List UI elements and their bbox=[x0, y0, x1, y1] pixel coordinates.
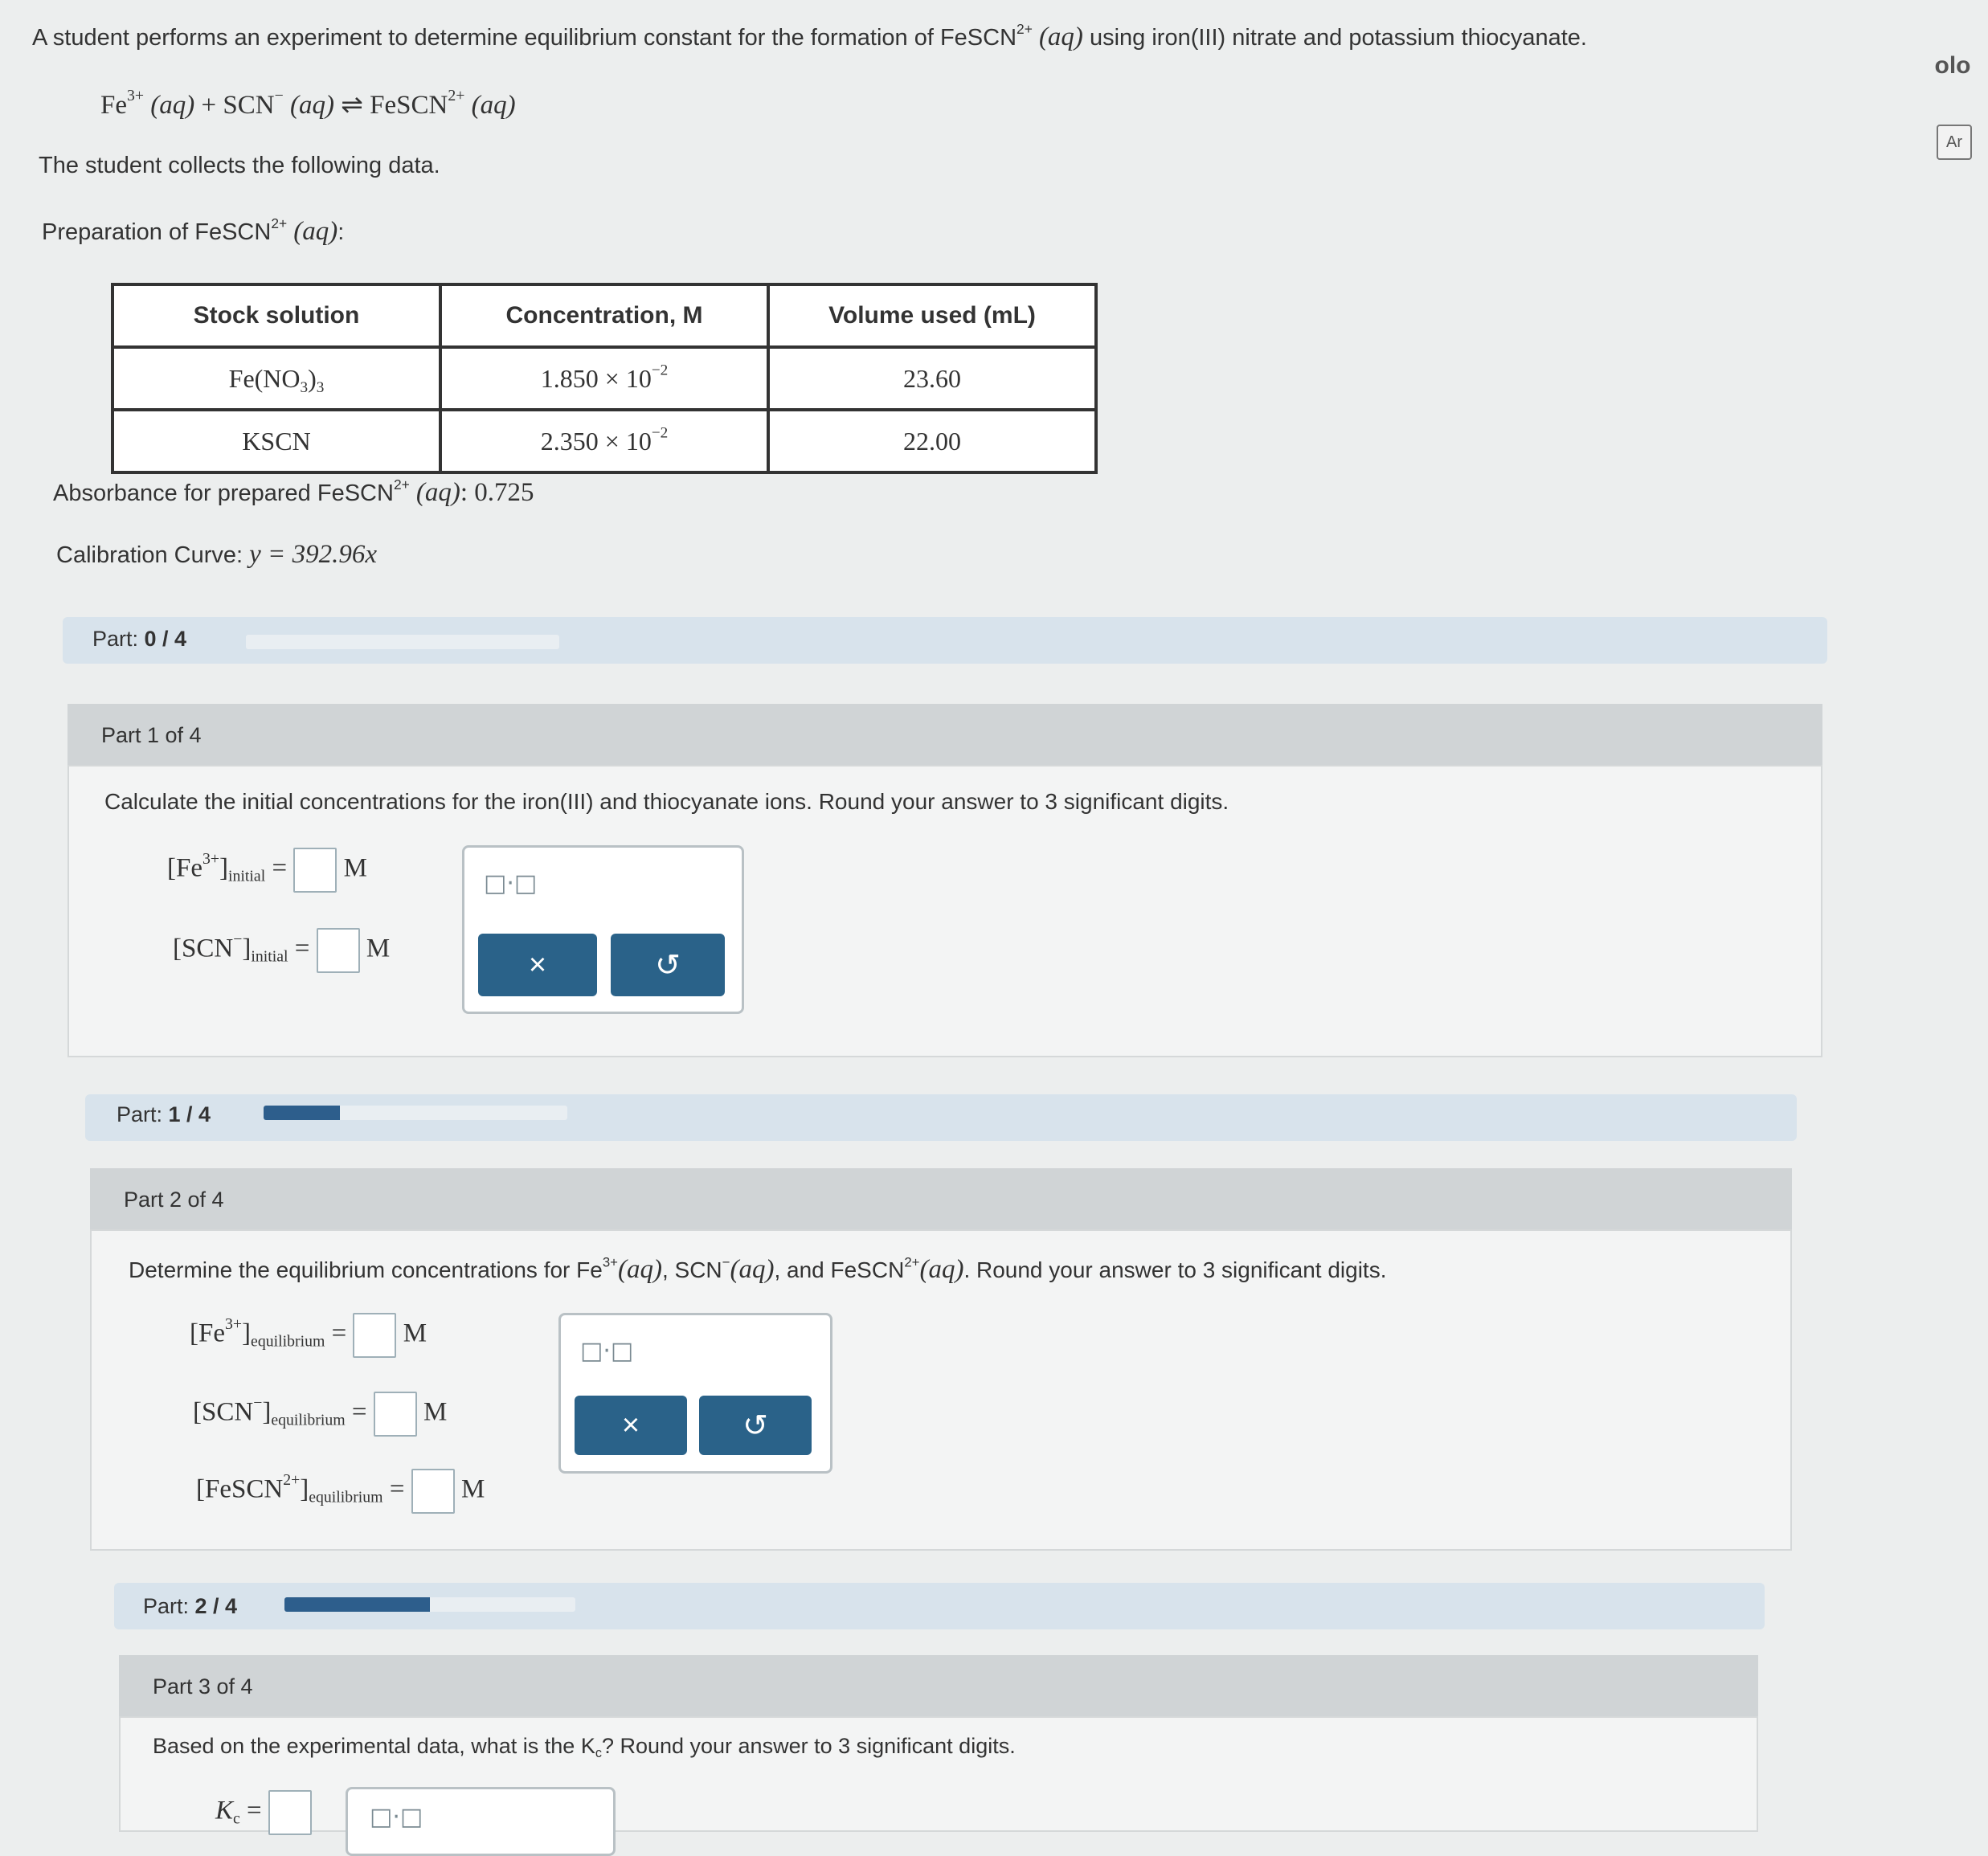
fescn-equilibrium-row: $[FeSCN^{2+}]_{equilibrium} = M$ bbox=[196, 1469, 485, 1514]
data-icon[interactable]: olo bbox=[1934, 52, 1971, 79]
undo-button[interactable]: ↺ bbox=[611, 934, 725, 996]
part-title: Part 3 of 4 bbox=[153, 1674, 253, 1699]
scn-initial-row: $[SCN^-]_{initial} = M$ bbox=[173, 928, 390, 973]
progress-track bbox=[264, 1106, 567, 1120]
undo-button[interactable]: ↺ bbox=[699, 1396, 812, 1455]
fe-equilibrium-input[interactable] bbox=[353, 1313, 396, 1358]
volume-cell: 22.00 bbox=[768, 410, 1096, 472]
kc-row: $K_c$ = bbox=[215, 1790, 312, 1835]
progress-label: Part: 0 / 4 bbox=[92, 627, 187, 651]
stock-cell: KSCN bbox=[112, 410, 440, 472]
calibration-text: Calibration Curve: y = 392.96x bbox=[56, 540, 377, 569]
kc-input[interactable] bbox=[268, 1790, 312, 1835]
progress-label: Part: 1 / 4 bbox=[117, 1102, 211, 1126]
part-2-question: Determine the equilibrium concentrations for $Fe^{3+}(aq)$, SCN−(aq), and FeSCN$^{2+}$(aq). Round your answer to 3 significant digits. bbox=[129, 1254, 1387, 1284]
fe-initial-row: $[Fe^{3+}]_{initial} = M$ bbox=[167, 848, 367, 893]
collects-text: The student collects the following data. bbox=[39, 153, 440, 178]
part-1-header[interactable] bbox=[67, 704, 1822, 765]
preparation-label: Preparation of FeSCN$^{2+}$ (aq): bbox=[42, 215, 345, 246]
concentration-cell: $2.350 \times 10^{-2}$ bbox=[440, 410, 768, 472]
part-3-question: Based on the experimental data, what is the $K_c$? Round your answer to 3 significant digits. bbox=[153, 1734, 1016, 1760]
scn-initial-input[interactable] bbox=[317, 928, 360, 973]
part-title: Part 1 of 4 bbox=[101, 723, 202, 747]
absorbance-text: Absorbance for prepared FeSCN$^{2+}$ (aq): 0.725 bbox=[53, 476, 534, 507]
concentration-cell: $1.850 \times 10^{-2}$ bbox=[440, 347, 768, 410]
fescn-equilibrium-input[interactable] bbox=[411, 1469, 455, 1514]
problem-intro: A student performs an experiment to determine equilibrium constant for the formation of FeSCN$^{2+}$ (aq) using iron(III) nitrate and potassium thiocyanate. bbox=[32, 21, 1587, 51]
exponent-template-icon[interactable]: □·□ bbox=[484, 869, 538, 897]
part-3-header[interactable] bbox=[119, 1655, 1758, 1716]
table-row bbox=[112, 347, 1096, 410]
fe-equilibrium-row: $[Fe^{3+}]_{equilibrium} = M$ bbox=[190, 1313, 427, 1358]
progress-label: Part: 2 / 4 bbox=[143, 1594, 238, 1618]
progress-track bbox=[284, 1597, 575, 1612]
clear-button[interactable]: × bbox=[478, 934, 597, 996]
reaction-equation: $Fe^{3+}$ (aq) + SCN− (aq) ⇌ FeSCN$^{2+}$ (aq) bbox=[100, 87, 516, 120]
progress-fill bbox=[264, 1106, 340, 1120]
header-concentration: Concentration, M bbox=[440, 284, 768, 347]
clear-button[interactable]: × bbox=[575, 1396, 687, 1455]
equilibrium-arrow: ⇌ bbox=[341, 91, 363, 120]
stock-cell: $Fe(NO_3)_3$ bbox=[112, 347, 440, 410]
part-1-question: Calculate the initial concentrations for the iron(III) and thiocyanate ions. Round your answer to 3 significant digits. bbox=[104, 789, 1229, 814]
scn-equilibrium-input[interactable] bbox=[374, 1392, 417, 1437]
header-stock: Stock solution bbox=[112, 284, 440, 347]
exponent-template-icon[interactable]: □·□ bbox=[580, 1337, 634, 1365]
stock-table bbox=[111, 283, 1098, 474]
scn-equilibrium-row: $[SCN^-]_{equilibrium} = M$ bbox=[193, 1392, 447, 1437]
table-row bbox=[112, 410, 1096, 472]
fe-initial-input[interactable] bbox=[293, 848, 337, 893]
periodic-table-icon[interactable]: Ar bbox=[1937, 125, 1972, 160]
progress-track bbox=[246, 635, 559, 649]
header-volume: Volume used (mL) bbox=[768, 284, 1096, 347]
part-title: Part 2 of 4 bbox=[124, 1188, 224, 1212]
volume-cell: 23.60 bbox=[768, 347, 1096, 410]
part-2-header[interactable] bbox=[90, 1168, 1792, 1229]
progress-fill bbox=[284, 1597, 430, 1612]
exponent-template-icon[interactable]: □·□ bbox=[370, 1803, 423, 1831]
